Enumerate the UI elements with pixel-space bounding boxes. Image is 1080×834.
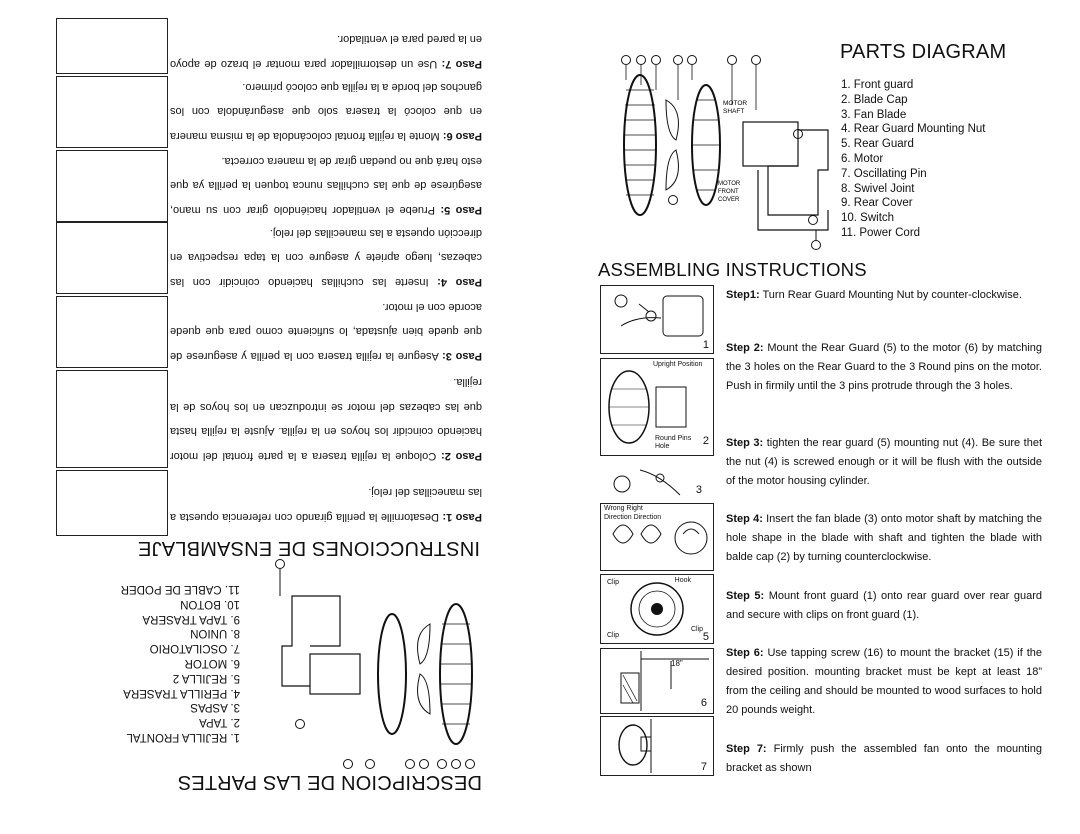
callout-11 xyxy=(812,241,821,250)
distance-label: 18" xyxy=(671,659,683,668)
callout-5 xyxy=(688,56,697,65)
spanish-parts-list-item: 3. ASPAS xyxy=(190,701,240,714)
spanish-parts-list-item: 2. TAPA xyxy=(199,716,240,729)
step-7-label: Step 7: xyxy=(726,743,767,755)
step-5-text: Step 5: Mount front guard (1) onto rear guard over rear guard and secure with clips on front guard (1). xyxy=(726,590,1042,621)
parts-diagram-title: PARTS DIAGRAM xyxy=(840,41,1007,63)
paso-1-text: Paso 1: Desatornille la perilla girando con referencia opuesta a las manecillas del reloj. xyxy=(170,486,482,523)
step-6-illustration xyxy=(600,648,714,714)
hook-label: Hook xyxy=(674,577,691,584)
step-5-number: 5 xyxy=(702,631,709,643)
paso-4-text: Paso 4: Inserte las cuchillas haciendo coincidir con las cabezas, luego apriete y asegure con la tapa respectiva en dirección opuesta a las manecillas del reloj. xyxy=(170,227,482,288)
paso-1-illustration xyxy=(56,470,168,536)
paso-5-text: Paso 5: Pruebe el ventilador haciéndolo girar con su mano, asegúrese de que las cuchillas nunca toquen la perilla ya que esto hará que no puedan girar de la manera correcta. xyxy=(170,155,482,216)
parts-list-item: 6. Motor xyxy=(841,152,884,165)
parts-list-item: 8. Swivel Joint xyxy=(841,182,915,195)
motor-front-cover-label: MOTOR xyxy=(718,181,741,187)
step-1-number: 1 xyxy=(702,339,709,351)
parts-list-item: 7. Oscillating Pin xyxy=(841,167,927,180)
svg-text:SHAFT: SHAFT xyxy=(723,108,745,115)
spanish-parts-list-item: 6. MOTOR xyxy=(184,657,240,670)
paso-2-text: Paso 2: Coloque la rejilla trasera a la parte frontal del motor haciendo coincidir los hoyos en la rejilla. Ajuste la rejilla hasta que las cabezas del motor se introduzcan en los hoyos de la rejilla. xyxy=(170,376,482,462)
paso-6-text: Paso 6: Monte la rejilla frontal colocándola de la misma manera en que colocó la trasera solo que asegurándola con los ganchos del borde a la rejilla que colocó primero. xyxy=(170,81,482,142)
spanish-assembly-title: INSTRUCCIONES DE ENSAMBLAJE xyxy=(137,537,480,559)
callout-10 xyxy=(809,216,818,225)
callout-6 xyxy=(728,56,737,65)
paso-5-illustration xyxy=(56,150,168,222)
spanish-parts-list-item: 9. TAPA TRASERA xyxy=(142,612,240,625)
step-6-text: Step 6: Use tapping screw (16) to mount the bracket (15) if the desired position. mounting bracket must be kept at least 18” from the ceiling and should be mounted to wood surfaces to hold 20 pounds weight. xyxy=(726,647,1042,716)
spanish-parts-list-item: 1. REJILLA FRONTAL xyxy=(126,731,240,743)
spanish-parts-list-item: 4. PERILLA TRASERA xyxy=(123,686,240,699)
step-3-number: 3 xyxy=(695,484,702,496)
spanish-parts-list xyxy=(121,581,240,744)
step-2-number: 2 xyxy=(702,435,709,447)
step-1-illustration xyxy=(600,285,714,354)
step-7-number: 7 xyxy=(700,761,707,773)
parts-list-item: 2. Blade Cap xyxy=(841,93,908,106)
clip-label-right: Clip xyxy=(690,626,703,633)
svg-text:FRONT: FRONT xyxy=(718,189,739,195)
spanish-parts-title: DESCRIPCION DE LAS PARTES xyxy=(177,771,482,793)
paso-7-text: Paso 7: Use un destornillador para montar el brazo de apoyo en la pared para el ventilador. xyxy=(170,33,482,70)
step-7-text: Step 7: Firmly push the assembled fan onto the mounting bracket as shown xyxy=(726,743,1042,774)
parts-list-item: 1. Front guard xyxy=(841,79,914,91)
spanish-parts-diagram-illustration xyxy=(260,554,480,784)
parts-list-item: 9. Rear Cover xyxy=(841,197,913,210)
svg-text:COVER: COVER xyxy=(718,197,740,203)
upright-position-label: Upright Position xyxy=(653,361,703,368)
parts-list-item: 3. Fan Blade xyxy=(841,108,907,121)
spanish-parts-list-item: 10. BOTON xyxy=(180,597,240,610)
english-panel xyxy=(540,0,1080,834)
paso-3-illustration xyxy=(56,296,168,368)
step-1-text: Step1: Turn Rear Guard Mounting Nut by counter-clockwise. xyxy=(726,289,1022,301)
parts-list-item: 4. Rear Guard Mounting Nut xyxy=(841,123,986,136)
round-pins-label: Round Pins Hole xyxy=(655,435,692,450)
spanish-parts-list-item: 7. OSCILATORIO xyxy=(149,642,240,655)
callout-1 xyxy=(622,56,631,65)
step-4-illustration xyxy=(600,503,714,571)
step-2-label: Step 2: xyxy=(726,342,764,354)
callout-9 xyxy=(669,196,678,205)
step-6-label: Step 6: xyxy=(726,647,764,659)
wrong-right-label: Wrong Right xyxy=(604,505,643,512)
step-3-label: Step 3: xyxy=(726,437,764,449)
spanish-parts-list-item: 8. UNION xyxy=(190,627,240,640)
step-4-text: Step 4: Insert the fan blade (3) onto motor shaft by matching the hole shape in the blade with shaft and tighten the blade with balde cap (2) by turning counterclockwise. xyxy=(726,513,1042,563)
paso-7-illustration xyxy=(56,18,168,74)
callout-2 xyxy=(637,56,646,65)
spanish-parts-list-item: 5. REJILLA 2 xyxy=(172,671,240,684)
step-5-label: Step 5: xyxy=(726,590,765,602)
paso-6-illustration xyxy=(56,76,168,148)
parts-list-item: 5. Rear Guard xyxy=(841,138,914,151)
step-6-number: 6 xyxy=(700,697,707,709)
direction-label: Direction Direction xyxy=(604,514,662,521)
spanish-parts-list-item: 11. CABLE DE PODER xyxy=(120,583,240,596)
paso-3-text: Paso 3: Asegure la rejilla trasera con la perilla y asegurese de que quede bien ajustada, lo suficiente como para que quede acorde con el motor. xyxy=(170,301,482,362)
assembly-title: ASSEMBLING INSTRUCTIONS xyxy=(598,259,867,280)
motor-shaft-label: MOTOR xyxy=(723,100,748,107)
parts-list-item: 10. Switch xyxy=(841,212,895,225)
step-5-illustration xyxy=(600,574,714,644)
step-7-illustration xyxy=(600,716,714,776)
callout-3 xyxy=(652,56,661,65)
clip-label-bottom: Clip xyxy=(607,632,620,639)
parts-list xyxy=(841,78,985,241)
callout-markers xyxy=(622,56,821,250)
step-2-illustration xyxy=(600,358,714,456)
step-2-text: Step 2: Mount the Rear Guard (5) to the motor (6) by matching the 3 holes on the Rear Guard to the 3 Round pins on the motor. Push in firmily until the 3 pins protrude through the 3 holes. xyxy=(726,342,1042,392)
callout-7 xyxy=(752,56,761,65)
parts-list-item: 11. Power Cord xyxy=(841,226,921,239)
paso-4-illustration xyxy=(56,222,168,294)
callout-4 xyxy=(674,56,683,65)
step-3-illustration xyxy=(600,460,712,500)
step-1-label: Step1: xyxy=(726,289,760,301)
clip-label-top: Clip xyxy=(607,579,620,586)
step-4-label: Step 4: xyxy=(726,513,763,525)
step-3-text: Step 3: tighten the rear guard (5) mounting nut (4). Be sure thet the nut (4) is screwed enough or it will be flush with the outside of the motor housing cylinder. xyxy=(726,437,1042,487)
paso-2-illustration xyxy=(56,370,168,468)
